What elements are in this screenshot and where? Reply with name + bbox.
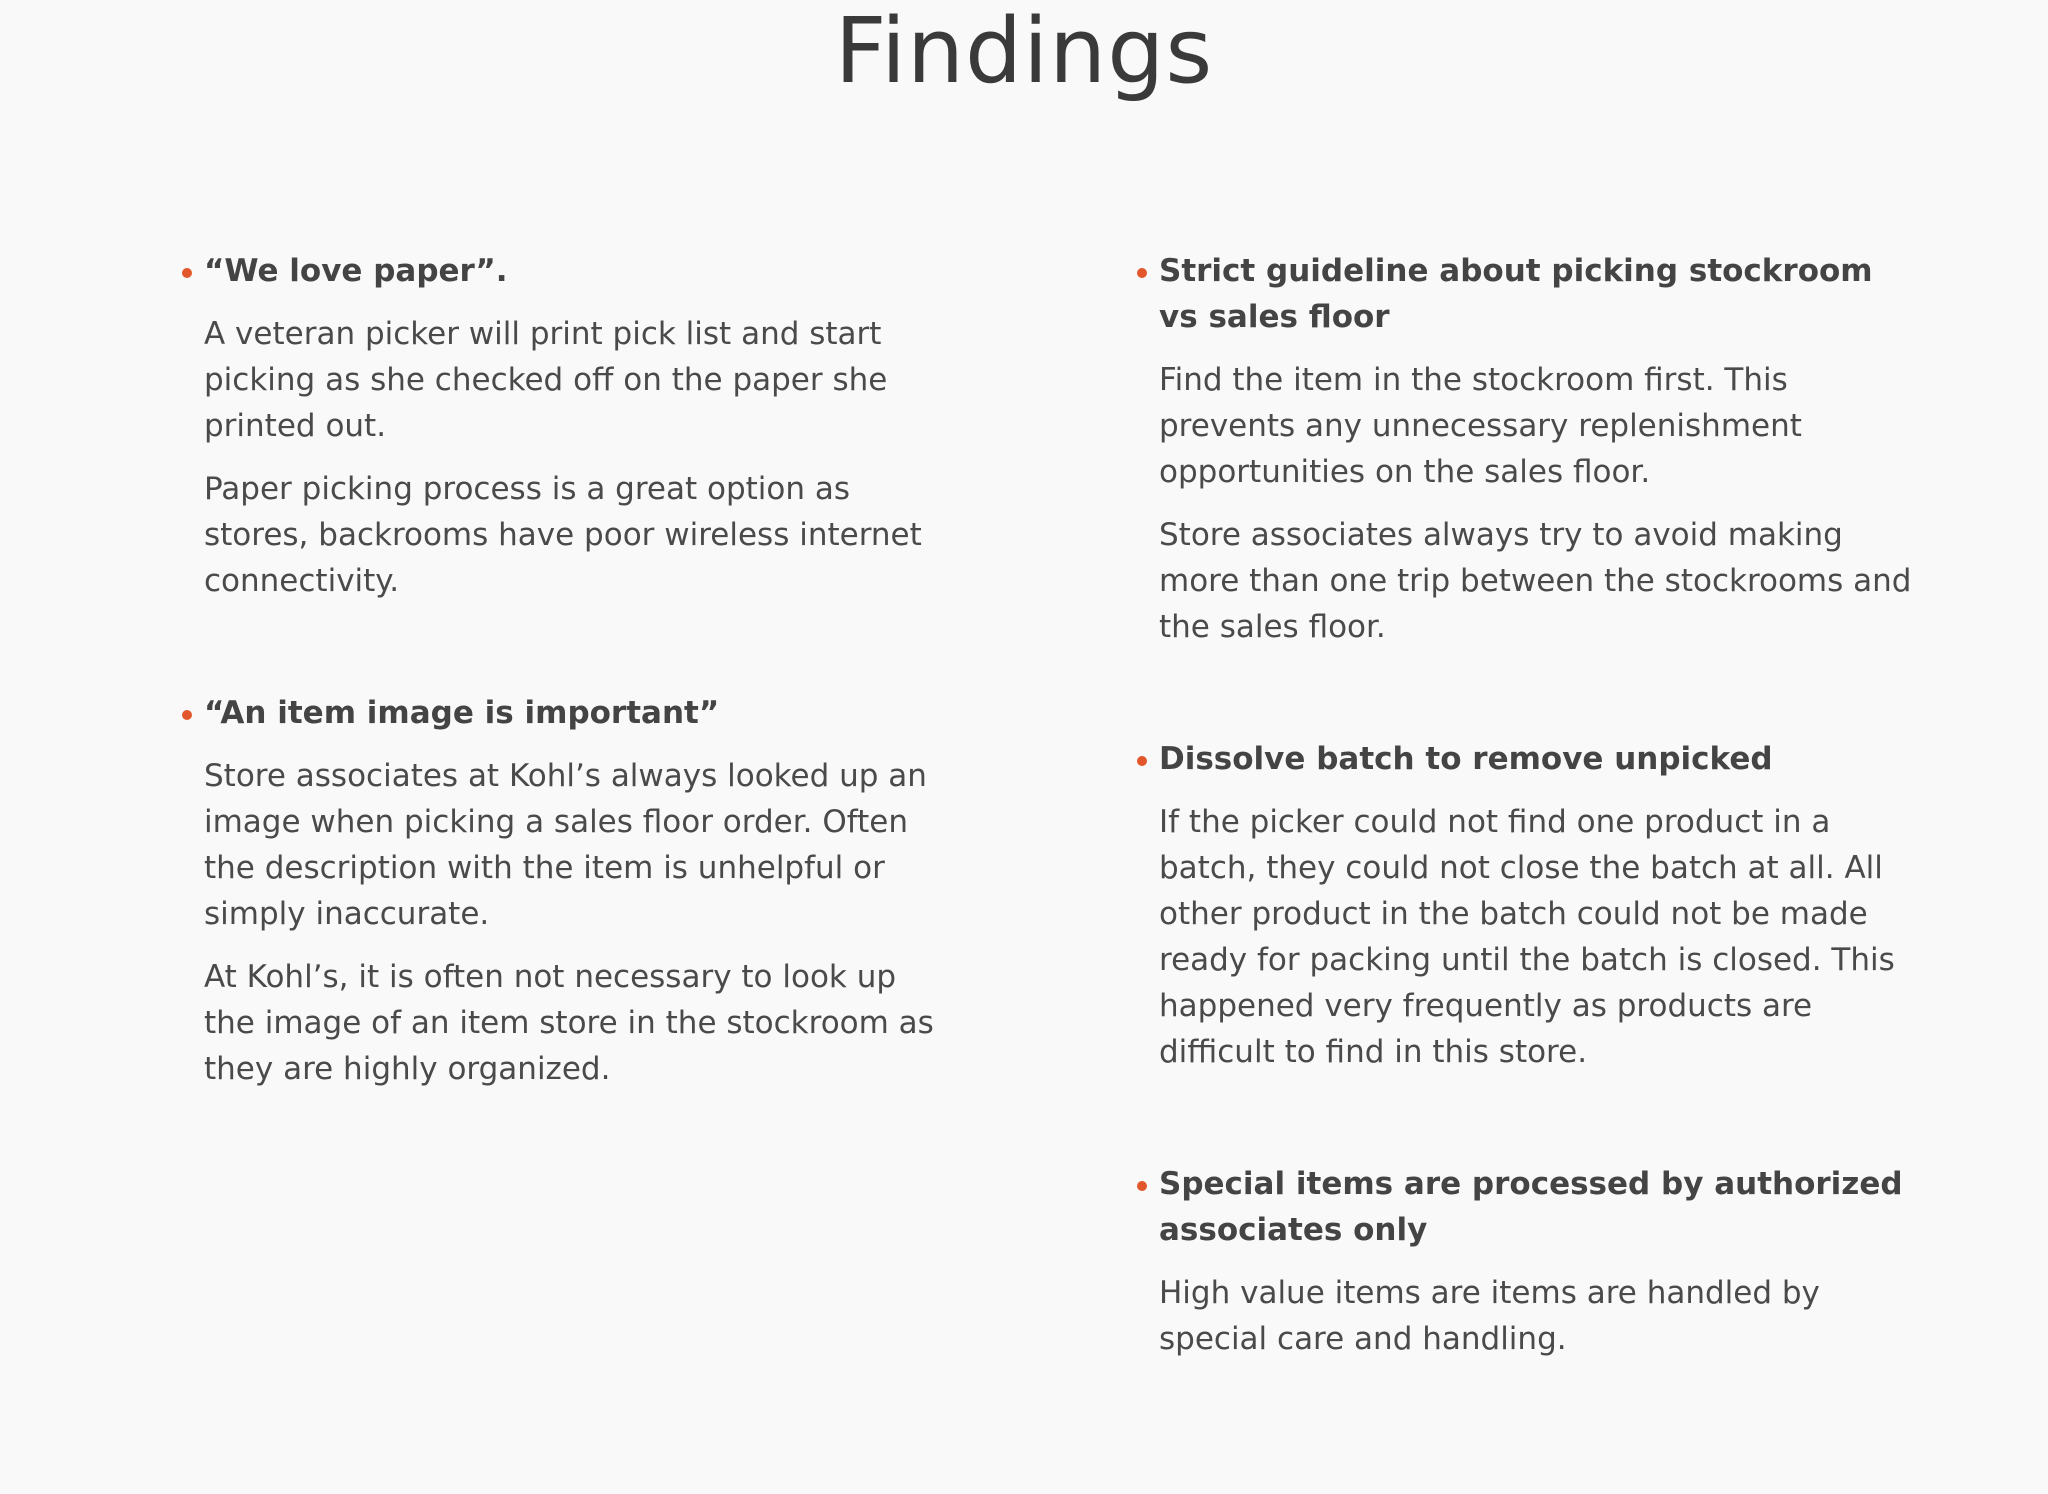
findings-left-column (180, 248, 940, 1092)
finding-title: Dissolve batch to remove unpicked (1159, 741, 1773, 777)
finding-paragraph: High value items are items are handled by special care and handling. (1159, 1275, 1820, 1357)
finding-paragraph: A veteran picker will print pick list and start picking as she checked off on the paper she printed out. (204, 316, 888, 444)
finding-paragraph: Store associates at Kohl’s always looked up an image when picking a sales floor order. Often the description with the item is unhelpful or simply inaccurate. (204, 758, 927, 932)
findings-right-column (1135, 248, 1915, 1362)
finding-we-love-paper (180, 248, 940, 604)
finding-paragraph: Paper picking process is a great option as stores, backrooms have poor wireless internet connectivity. (204, 471, 922, 599)
finding-special-items (1135, 1161, 1915, 1362)
finding-dissolve-batch (1135, 736, 1915, 1075)
finding-paragraph: Find the item in the stockroom first. This prevents any unnecessary replenishment opportunities on the sales floor. (1159, 362, 1802, 490)
finding-title: Special items are processed by authorized associates only (1159, 1166, 1903, 1248)
finding-title: “We love paper”. (204, 253, 508, 289)
finding-title: “An item image is important” (204, 695, 720, 731)
page-title: Findings (834, 0, 1214, 104)
bullet-icon (182, 268, 192, 278)
finding-stockroom-guideline (1135, 248, 1915, 650)
finding-paragraph: At Kohl’s, it is often not necessary to look up the image of an item store in the stockroom as they are highly organized. (204, 959, 934, 1087)
finding-title: Strict guideline about picking stockroom vs sales floor (1159, 253, 1873, 335)
bullet-icon (1137, 1181, 1147, 1191)
bullet-icon (182, 710, 192, 720)
finding-paragraph: Store associates always try to avoid making more than one trip between the stockrooms and the sales floor. (1159, 517, 1912, 645)
finding-item-image (180, 690, 940, 1092)
bullet-icon (1137, 756, 1147, 766)
finding-paragraph: If the picker could not find one product in a batch, they could not close the batch at all. All other product in the batch could not be made ready for packing until the batch is closed. This happened very frequently as products are difficult to find in this store. (1159, 804, 1895, 1070)
bullet-icon (1137, 268, 1147, 278)
